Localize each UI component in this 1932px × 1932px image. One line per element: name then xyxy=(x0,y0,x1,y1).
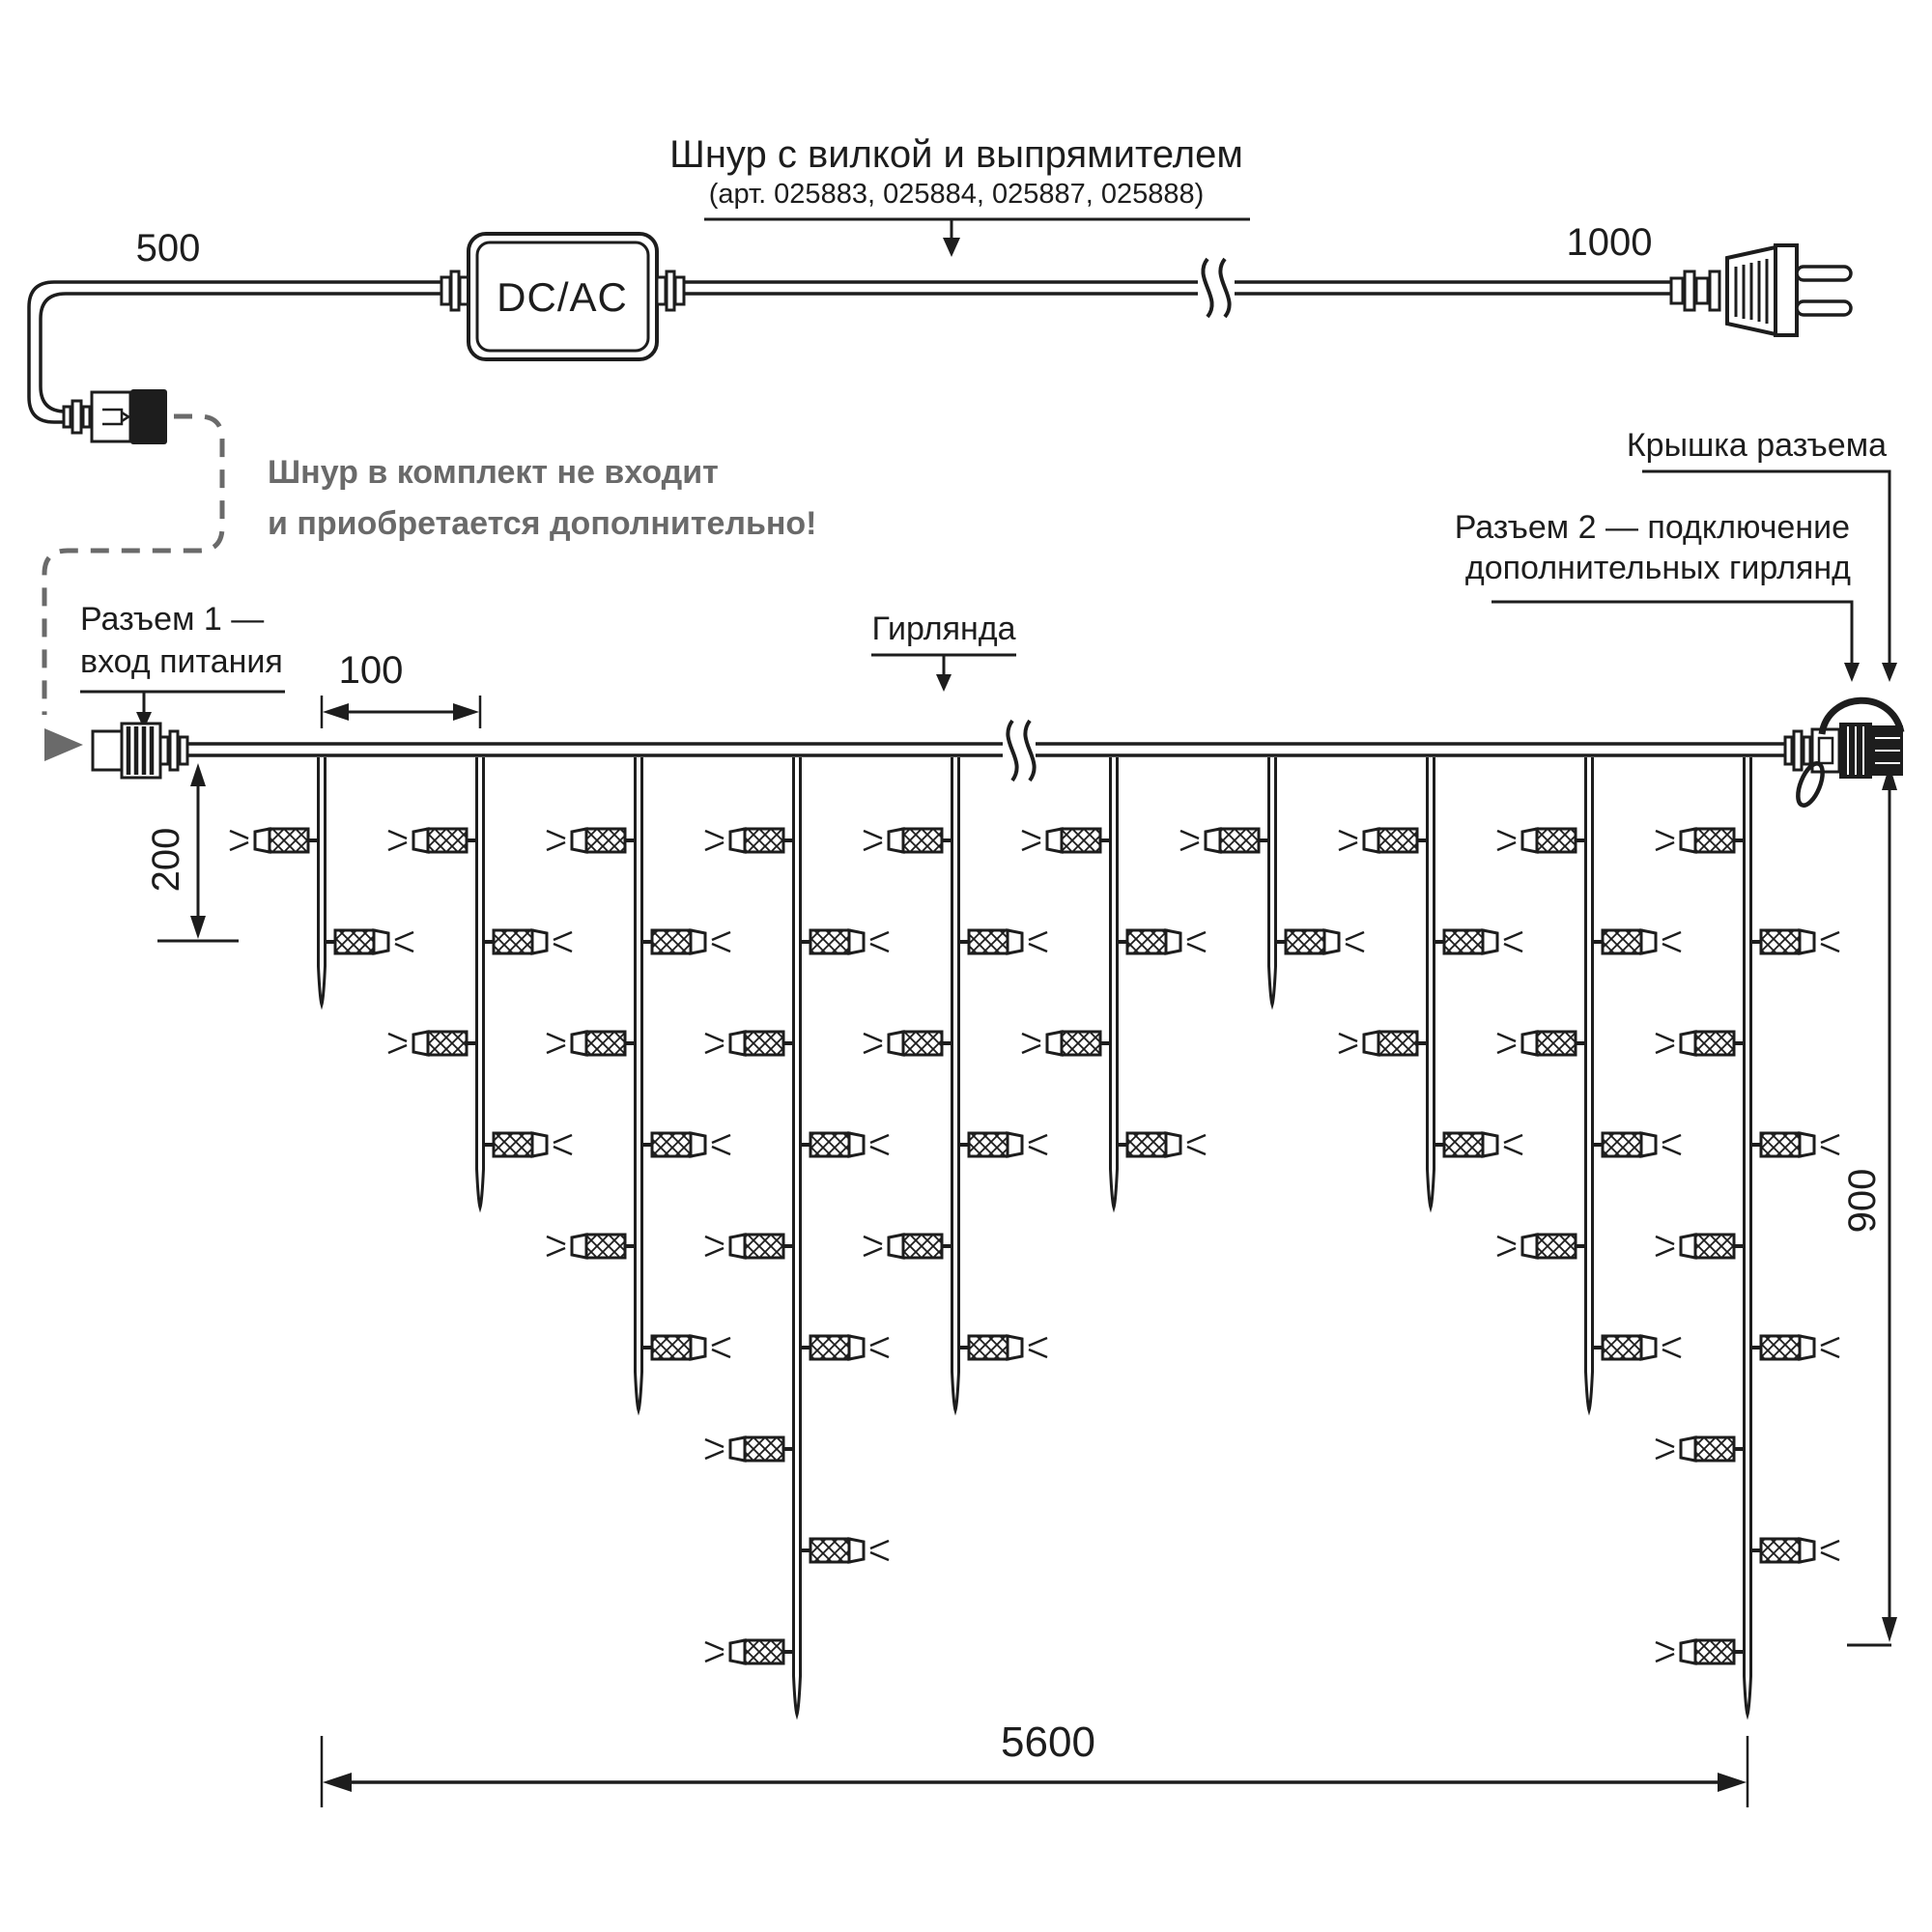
cord-title-block xyxy=(669,133,1250,257)
led-bulb xyxy=(864,1032,953,1055)
led-bulb xyxy=(1116,1133,1206,1156)
led-bulb xyxy=(640,1133,730,1156)
cable-break-icon xyxy=(1203,259,1211,317)
led-bulb xyxy=(705,1437,795,1461)
connector2-label-line2: дополнительных гирлянд xyxy=(1464,550,1851,586)
connector1 xyxy=(93,724,187,778)
led-bulb xyxy=(1656,1640,1746,1663)
dim-500-label: 500 xyxy=(135,227,201,270)
led-bulb xyxy=(864,829,953,852)
led-bulb xyxy=(799,1539,889,1562)
dim-5600-label: 5600 xyxy=(1001,1719,1095,1766)
garland-main-wire xyxy=(187,721,1785,781)
led-bulb xyxy=(1749,930,1839,953)
led-bulb xyxy=(1656,1437,1746,1461)
led-bulb xyxy=(1749,1133,1839,1156)
led-bulb xyxy=(705,829,795,852)
led-bulb xyxy=(705,1640,795,1663)
led-bulb xyxy=(1656,1032,1746,1055)
led-bulb xyxy=(1656,1235,1746,1258)
connector2-arrow-icon xyxy=(1844,663,1860,682)
led-bulb xyxy=(1497,829,1587,852)
led-bulb xyxy=(799,1133,889,1156)
cable-break-icon xyxy=(1220,259,1229,317)
led-bulb xyxy=(640,930,730,953)
led-bulb xyxy=(1591,930,1681,953)
led-bulb xyxy=(799,930,889,953)
led-bulb xyxy=(1497,1235,1587,1258)
garland-label-block xyxy=(871,611,1016,692)
cord-not-included xyxy=(44,416,817,761)
led-bulb xyxy=(482,1133,572,1156)
led-bulb xyxy=(388,1032,478,1055)
led-bulb xyxy=(1656,829,1746,852)
led-bulb xyxy=(388,829,478,852)
led-bulb xyxy=(1022,1032,1112,1055)
led-bulb xyxy=(547,829,637,852)
plug-prong xyxy=(1797,267,1851,280)
dim-5600 xyxy=(322,1719,1747,1807)
led-bulb xyxy=(1180,829,1270,852)
led-bulb xyxy=(1749,1539,1839,1562)
garland-drop xyxy=(1022,757,1206,1208)
cap-label: Крышка разъема xyxy=(1626,427,1887,464)
led-bulb xyxy=(1433,1133,1522,1156)
connector2-label-line1: Разъем 2 — подключение xyxy=(1454,509,1850,546)
cord-subtitle: (арт. 025883, 025884, 025887, 025888) xyxy=(708,179,1205,210)
garland-drops xyxy=(230,757,1839,1715)
connector2-label-block xyxy=(1455,509,1860,682)
garland-drop xyxy=(1180,757,1364,1005)
led-bulb xyxy=(957,1133,1047,1156)
gray-arrow-icon xyxy=(44,728,83,761)
dim-100-label: 100 xyxy=(338,649,404,692)
led-bulb xyxy=(1022,829,1112,852)
dim-900 xyxy=(1841,765,1897,1645)
led-bulb xyxy=(1749,1336,1839,1359)
led-bulb xyxy=(547,1235,637,1258)
plug-prong xyxy=(1797,301,1851,315)
led-bulb xyxy=(1591,1336,1681,1359)
garland-drop xyxy=(1339,757,1522,1208)
led-bulb xyxy=(957,930,1047,953)
led-bulb xyxy=(1116,930,1206,953)
dim-1000-label: 1000 xyxy=(1566,221,1653,264)
garland-label: Гирлянда xyxy=(871,611,1016,647)
cord-title-arrow-icon xyxy=(943,238,960,257)
connector1-label-line1: Разъем 1 — xyxy=(80,601,265,638)
wire-break-icon xyxy=(1008,721,1016,781)
cord-note-line1: Шнур в комплект не входит xyxy=(268,454,719,491)
led-bulb xyxy=(799,1336,889,1359)
dim-100 xyxy=(322,649,480,728)
dc-cable-connector xyxy=(64,389,167,444)
mains-plug xyxy=(1671,245,1851,335)
dim-200-label: 200 xyxy=(145,827,187,893)
led-bulb xyxy=(1274,930,1364,953)
garland-drop xyxy=(1497,757,1681,1410)
dim-900-label: 900 xyxy=(1841,1168,1884,1234)
connector-black-cap xyxy=(130,389,167,444)
led-bulb xyxy=(957,1336,1047,1359)
cord-note-line2: и приобретается дополнительно! xyxy=(268,505,817,542)
garland-drop xyxy=(230,757,413,1005)
dcac-label: DC/AC xyxy=(497,274,628,320)
wire-break-icon xyxy=(1025,721,1034,781)
led-bulb xyxy=(1497,1032,1587,1055)
cord-title: Шнур с вилкой и выпрямителем xyxy=(669,133,1243,176)
led-bulb xyxy=(705,1032,795,1055)
led-bulb xyxy=(864,1235,953,1258)
led-bulb xyxy=(324,930,413,953)
garland-drop xyxy=(388,757,572,1208)
led-bulb xyxy=(640,1336,730,1359)
connector1-label-line2: вход питания xyxy=(80,643,283,680)
connector2 xyxy=(1785,700,1903,809)
mains-cable xyxy=(684,259,1671,317)
led-bulb xyxy=(1433,930,1522,953)
garland-drop xyxy=(705,757,889,1715)
garland-arrow-icon xyxy=(936,674,952,692)
connector1-label-block xyxy=(80,601,285,729)
led-bulb xyxy=(547,1032,637,1055)
led-bulb xyxy=(1339,1032,1429,1055)
garland-drop xyxy=(1656,757,1839,1715)
dcac-adapter xyxy=(441,234,684,359)
garland-drop xyxy=(547,757,730,1410)
led-bulb xyxy=(705,1235,795,1258)
garland-drop xyxy=(864,757,1047,1410)
led-bulb xyxy=(230,829,320,852)
led-bulb xyxy=(482,930,572,953)
dim-200 xyxy=(145,763,239,941)
cap-arrow-icon xyxy=(1882,663,1897,682)
led-bulb xyxy=(1591,1133,1681,1156)
led-bulb xyxy=(1339,829,1429,852)
